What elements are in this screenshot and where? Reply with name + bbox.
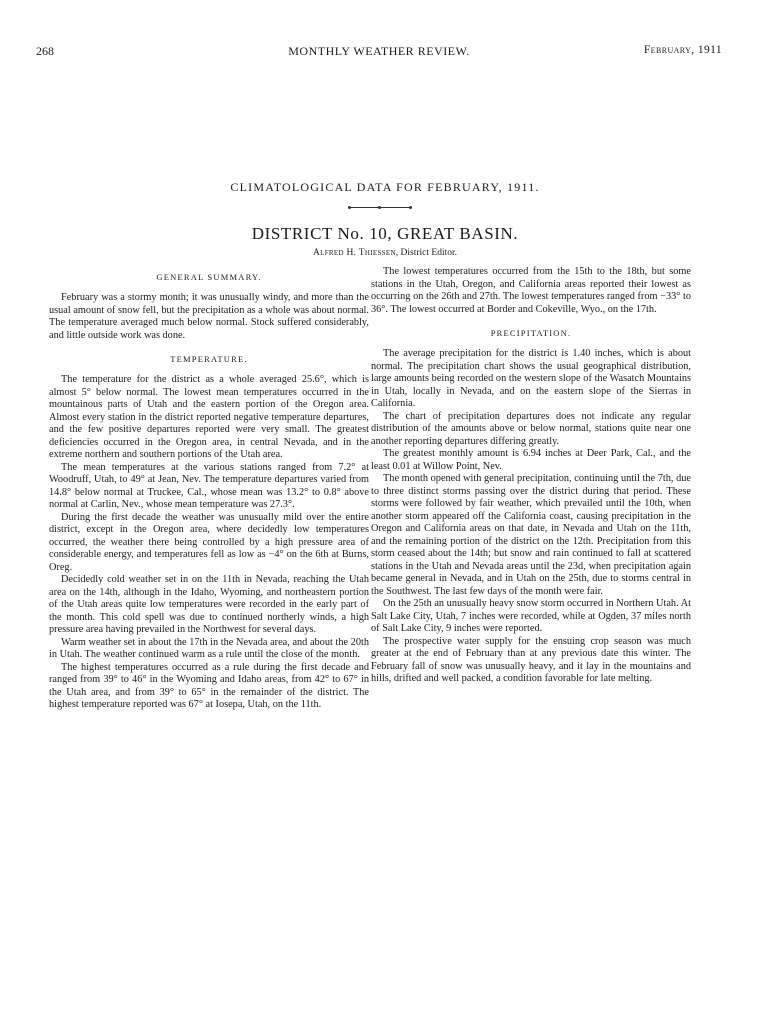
running-head: MONTHLY WEATHER REVIEW. [288, 44, 470, 58]
editor-role: , District Editor. [395, 248, 458, 258]
right-column [371, 266, 691, 686]
ornament-dot-right [409, 206, 412, 209]
temperature-heading: TEMPERATURE. [170, 354, 248, 364]
paragraph: The mean temperatures at the various stations ranged from 7.2° at Woodruff, Utah, to 49° at Jean, Nev. The temperature departures varied from 14.8° below normal at Truckee, Cal., whose mean was 13.2° to 0.8° above normal at Carlin, Nev., whose mean temperature was 27.3°. [49, 461, 369, 510]
left-column [49, 266, 369, 712]
page-number: 268 [36, 44, 54, 58]
paragraph: The prospective water supply for the ensuing crop season was much greater at the end of February than at any previous date this winter. The February fall of snow was unusually heavy, and it lay in the mountains and hills, drifted and well packed, a condition favorable for late melting. [371, 635, 691, 684]
editor-byline [0, 248, 770, 258]
general-summary-heading: GENERAL SUMMARY. [156, 272, 262, 282]
title-ornament-rule [349, 207, 411, 208]
paragraph: Decidedly cold weather set in on the 11th in Nevada, reaching the Utah area on the 14th, although in the Idaho, Wyoming, and northeastern portion of the Utah areas quite low temperatures were recorded in the early part of the month. This cold spell was due to continued northerly winds, a high pressure area having prevailed in the Northwest for several days. [49, 574, 369, 635]
issue-date: February, 1911 [643, 44, 722, 56]
paragraph: The month opened with general precipitation, continuing until the 7th, due to three distinct storms passing over the district during that period. These storms were followed by fair weather, which prevailed until the 10th, when another storm appeared off the California coast, causing precipitation in the Oregon and California areas on that date, in Nevada and Utah on the 11th, and the remaining portion of the district on the 12th. Precipitation from this storm ceased about the 14th; but snow and rain continued to fall at scattered stations in the Utah and Nevada areas until the 23d, when precipitation again became general in Nevada, and in Utah on the 25th, due to storms central in the Southwest. The last few days of the month were fair. [371, 473, 691, 597]
paragraph: Warm weather set in about the 17th in the Nevada area, and about the 20th in Utah. The weather continued warm as a rule until the close of the month. [49, 636, 369, 660]
paragraph: On the 25th an unusually heavy snow storm occurred in Northern Utah. At Salt Lake City, Utah, 7 inches were recorded, while at Ogden, 37 miles north of Salt Lake City, 9 inches were reported. [371, 598, 691, 634]
district-title: DISTRICT No. 10, GREAT BASIN. [251, 224, 519, 243]
paragraph: The highest temperatures occurred as a rule during the first decade and ranged from 39° to 46° in the Wyoming and Idaho areas, from 42° to 67° in the Utah area, and from 39° to 65° in the remainder of the district. The highest temperature reported was 67° at Iosepa, Utah, on the 11th. [49, 661, 369, 710]
page-header [36, 44, 722, 60]
ornament-dot-center [378, 206, 381, 209]
editor-name: Alfred H. Thiessen [312, 248, 396, 258]
main-title: CLIMATOLOGICAL DATA FOR FEBRUARY, 1911. [230, 180, 540, 194]
paragraph: The chart of precipitation departures does not indicate any regular distribution of the amounts above or below normal, stations quite near one another reporting departures differing greatly. [371, 410, 691, 447]
paragraph: February was a stormy month; it was unusually windy, and more than the usual amount of snow fell, but the precipitation as a whole was about normal. The temperature averaged much below normal. Stock suffered considerably, and little outside work was done. [49, 292, 369, 341]
ornament-dot-left [348, 206, 351, 209]
paragraph: The lowest temperatures occurred from the 15th to the 18th, but some stations in the Utah, Oregon, and California areas reported their lowest as occurring on the 26th and 27th. The lowest temperatures ranged from −33° to 36°. The lowest occurred at Border and Cokeville, Wyo., on the 17th. [371, 266, 691, 315]
precipitation-heading: PRECIPITATION. [490, 328, 572, 338]
paragraph: The average precipitation for the district is 1.40 inches, which is about normal. The precipitation chart shows the usual geographical distribution, large amounts being recorded on the western slope of the Wasatch Mountains in Utah, locally in Nevada, and on the eastern slope of the Sierras in California. [371, 348, 691, 409]
paragraph: During the first decade the weather was unusually mild over the entire district, except in the Oregon area, where decidedly low temperatures occurred, the weather there being controlled by a high pressure area of considerable energy, and temperatures fell as low as −4° on the 6th at Burns, Oreg. [49, 511, 369, 573]
paragraph: The temperature for the district as a whole averaged 25.6°, which is almost 5° below normal. The lowest mean temperatures occurred in the mountainous parts of Utah and the eastern portion of the Oregon area. Almost every station in the district reported negative temperature departures, and the few positive departures reported were very small. The greatest deficiencies occurred in the Oregon area, in central Nevada, and in the extreme northern and southern portions of the Utah area. [49, 374, 369, 460]
paragraph: The greatest monthly amount is 6.94 inches at Deer Park, Cal., and the least 0.01 at Willow Point, Nev. [371, 448, 691, 472]
